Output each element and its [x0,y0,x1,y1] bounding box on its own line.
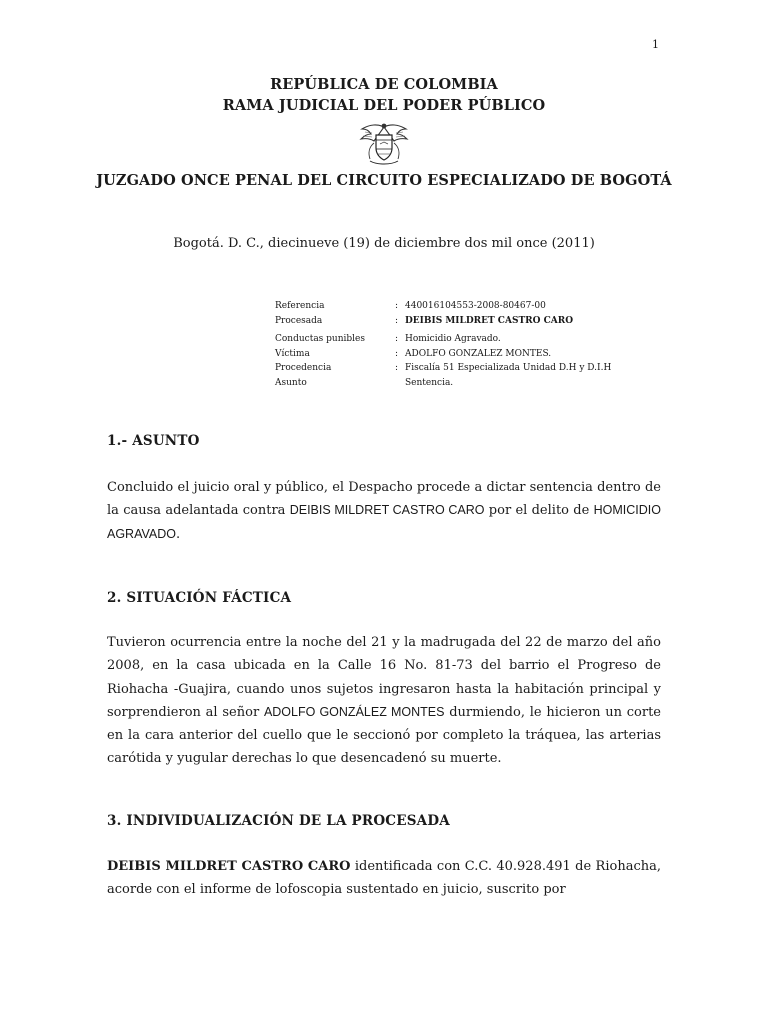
paragraph-situacion [107,631,661,771]
paragraph-text: durmiendo, le hicieron un corte en la cara anterior del cuello que le seccionó por completo la tráquea, las arterias carótida y yugular derechas lo que desencadenó su muerte. [107,704,662,767]
defendant-name: DEIBIS MILDRET CASTRO CARO [107,859,351,874]
section-heading-asunto: 1.- ASUNTO [107,433,200,449]
reference-row [275,314,611,329]
reference-value: Homicidio Agravado. [405,334,501,344]
header-branch: RAMA JUDICIAL DEL PODER PÚBLICO [222,97,546,114]
reference-value: 440016104553-2008-80467-00 [405,301,546,311]
reference-value: Sentencia. [405,377,454,388]
paragraph-text: por el delito de [484,503,594,519]
date-line: Bogotá. D. C., diecinueve (19) de diciembre dos mil once (2011) [173,236,595,251]
reference-value: Fiscalía 51 Especializada Unidad D.H y D.I.H [405,363,612,373]
header-country: REPÚBLICA DE COLOMBIA [270,76,498,93]
paragraph-individualizacion [107,855,661,902]
reference-separator: : [395,334,399,344]
reference-separator: : [395,301,399,311]
reference-row [275,299,611,314]
court-name: JUZGADO ONCE PENAL DEL CIRCUITO ESPECIALIZADO DE BOGOTÁ [96,172,672,189]
victim-name: ADOLFO GONZÁLEZ MONTES [263,704,445,719]
section-heading-situacion: 2. SITUACIÓN FÁCTICA [107,590,292,606]
reference-row [275,376,611,391]
reference-separator: : [395,363,399,373]
paragraph-text: . [176,526,181,542]
paragraph-asunto [107,476,661,546]
reference-label: Asunto [275,377,307,388]
reference-row [275,332,611,347]
paragraph-text: Tuvieron ocurrencia entre la noche del 21 y la madrugada del 22 de marzo del año 2008, en la casa ubicada en la Calle 16 No. 81-73 del barrio el Progreso de Riohacha -Guajira, cuando unos sujetos ingresaron hasta la habitación principal y sorprendieron al señor [107,635,661,720]
reference-label: Conductas punibles [275,334,365,344]
defendant-name: DEIBIS MILDRET CASTRO CARO [289,503,485,518]
section-heading-individualizacion: 3. INDIVIDUALIZACIÓN DE LA PROCESADA [107,813,450,829]
reference-label: Procedencia [275,363,332,373]
reference-separator [395,376,405,391]
crime-name: HOMICIDIO AGRAVADO [107,503,661,541]
reference-label: Víctima [275,348,310,359]
reference-value: DEIBIS MILDRET CASTRO CARO [405,315,574,326]
paragraph-text: Concluido el juicio oral y público, el Despacho procede a dictar sentencia dentro de la causa adelantada contra [107,480,661,519]
reference-row [275,361,611,376]
reference-separator: : [395,348,399,359]
reference-value: ADOLFO GONZALEZ MONTES. [405,348,552,359]
reference-label: Referencia [275,301,325,311]
reference-row [275,347,611,362]
paragraph-text: identificada con C.C. 40.928.491 de Riohacha, acorde con el informe de lofoscopia sustentado en juicio, suscrito por [107,859,661,898]
reference-table [275,299,611,390]
reference-label: Procesada [275,315,323,326]
colombia-coat-of-arms-icon [357,121,411,167]
reference-separator: : [395,315,399,326]
document-header [0,74,768,116]
page-number: 1 [652,38,659,51]
